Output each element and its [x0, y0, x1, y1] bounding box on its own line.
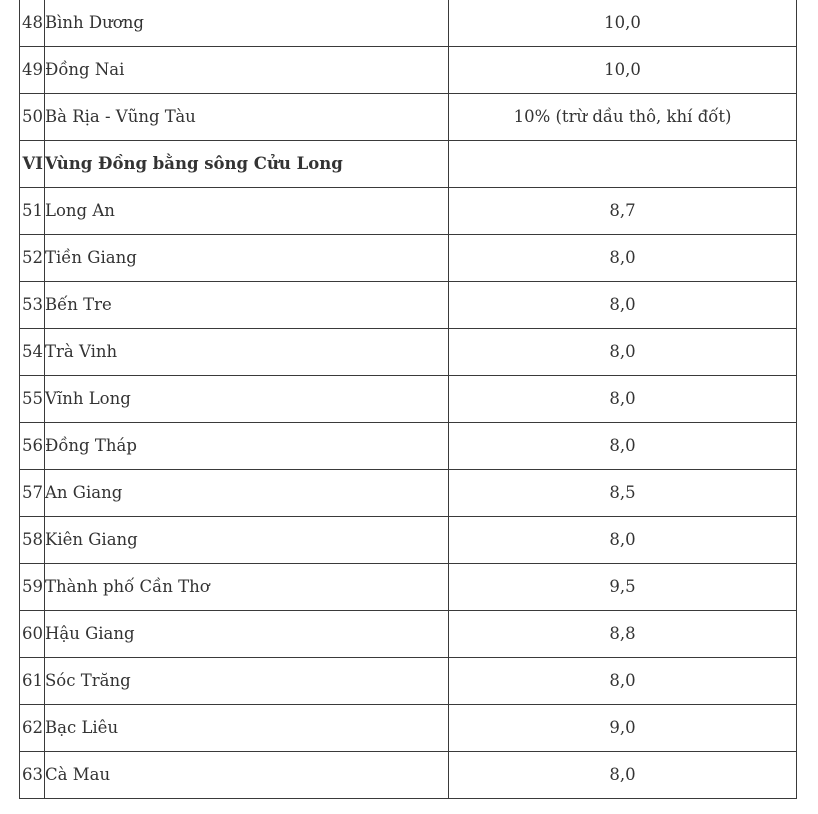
province-name-cell: Đồng Tháp [45, 423, 449, 470]
row-number-cell: 51 [20, 188, 45, 235]
rate-value-cell: 8,0 [449, 517, 797, 564]
rate-value-cell: 8,0 [449, 235, 797, 282]
rate-value-cell: 10,0 [449, 0, 797, 47]
row-number-cell: 58 [20, 517, 45, 564]
rate-value-cell: 8,0 [449, 376, 797, 423]
row-number-cell: 53 [20, 282, 45, 329]
row-number-cell: 60 [20, 611, 45, 658]
table-row [20, 517, 797, 564]
table-row [20, 470, 797, 517]
province-name-cell: Sóc Trăng [45, 658, 449, 705]
province-name-cell: Bến Tre [45, 282, 449, 329]
rate-value-cell: 8,0 [449, 329, 797, 376]
table-row [20, 611, 797, 658]
province-name-cell: Hậu Giang [45, 611, 449, 658]
province-name-cell: Long An [45, 188, 449, 235]
table-row [20, 0, 797, 47]
province-name-cell: Đồng Nai [45, 47, 449, 94]
rate-value-cell: 8,0 [449, 658, 797, 705]
province-name-cell: Cà Mau [45, 752, 449, 799]
table-row [20, 564, 797, 611]
rate-value-cell: 8,5 [449, 470, 797, 517]
province-name-cell: Bà Rịa - Vũng Tàu [45, 94, 449, 141]
rate-value-cell: 8,7 [449, 188, 797, 235]
table-row [20, 423, 797, 470]
rate-value-cell: 8,0 [449, 423, 797, 470]
row-number-cell: 54 [20, 329, 45, 376]
rate-value-cell [449, 141, 797, 188]
rate-value-cell: 10% (trừ dầu thô, khí đốt) [449, 94, 797, 141]
row-number-cell: VI [20, 141, 45, 188]
table-row [20, 47, 797, 94]
province-table-container [19, 0, 797, 799]
province-name-cell: Thành phố Cần Thơ [45, 564, 449, 611]
row-number-cell: 63 [20, 752, 45, 799]
row-number-cell: 56 [20, 423, 45, 470]
row-number-cell: 48 [20, 0, 45, 47]
table-row [20, 94, 797, 141]
province-name-cell: Trà Vinh [45, 329, 449, 376]
province-name-cell: Kiên Giang [45, 517, 449, 564]
table-body [20, 0, 797, 799]
table-row [20, 752, 797, 799]
section-header-row [20, 141, 797, 188]
row-number-cell: 57 [20, 470, 45, 517]
rate-value-cell: 10,0 [449, 47, 797, 94]
row-number-cell: 49 [20, 47, 45, 94]
rate-value-cell: 8,0 [449, 282, 797, 329]
table-row [20, 705, 797, 752]
rate-value-cell: 9,0 [449, 705, 797, 752]
table-row [20, 658, 797, 705]
row-number-cell: 55 [20, 376, 45, 423]
province-name-cell: Bạc Liêu [45, 705, 449, 752]
rate-value-cell: 8,8 [449, 611, 797, 658]
region-name-cell: Vùng Đồng bằng sông Cửu Long [45, 141, 449, 188]
table-row [20, 329, 797, 376]
row-number-cell: 62 [20, 705, 45, 752]
rate-value-cell: 8,0 [449, 752, 797, 799]
table-row [20, 376, 797, 423]
table-row [20, 188, 797, 235]
row-number-cell: 61 [20, 658, 45, 705]
province-rate-table [19, 0, 797, 799]
row-number-cell: 50 [20, 94, 45, 141]
rate-value-cell: 9,5 [449, 564, 797, 611]
province-name-cell: Tiền Giang [45, 235, 449, 282]
table-row [20, 282, 797, 329]
province-name-cell: An Giang [45, 470, 449, 517]
table-row [20, 235, 797, 282]
row-number-cell: 52 [20, 235, 45, 282]
province-name-cell: Bình Dương [45, 0, 449, 47]
province-name-cell: Vĩnh Long [45, 376, 449, 423]
row-number-cell: 59 [20, 564, 45, 611]
